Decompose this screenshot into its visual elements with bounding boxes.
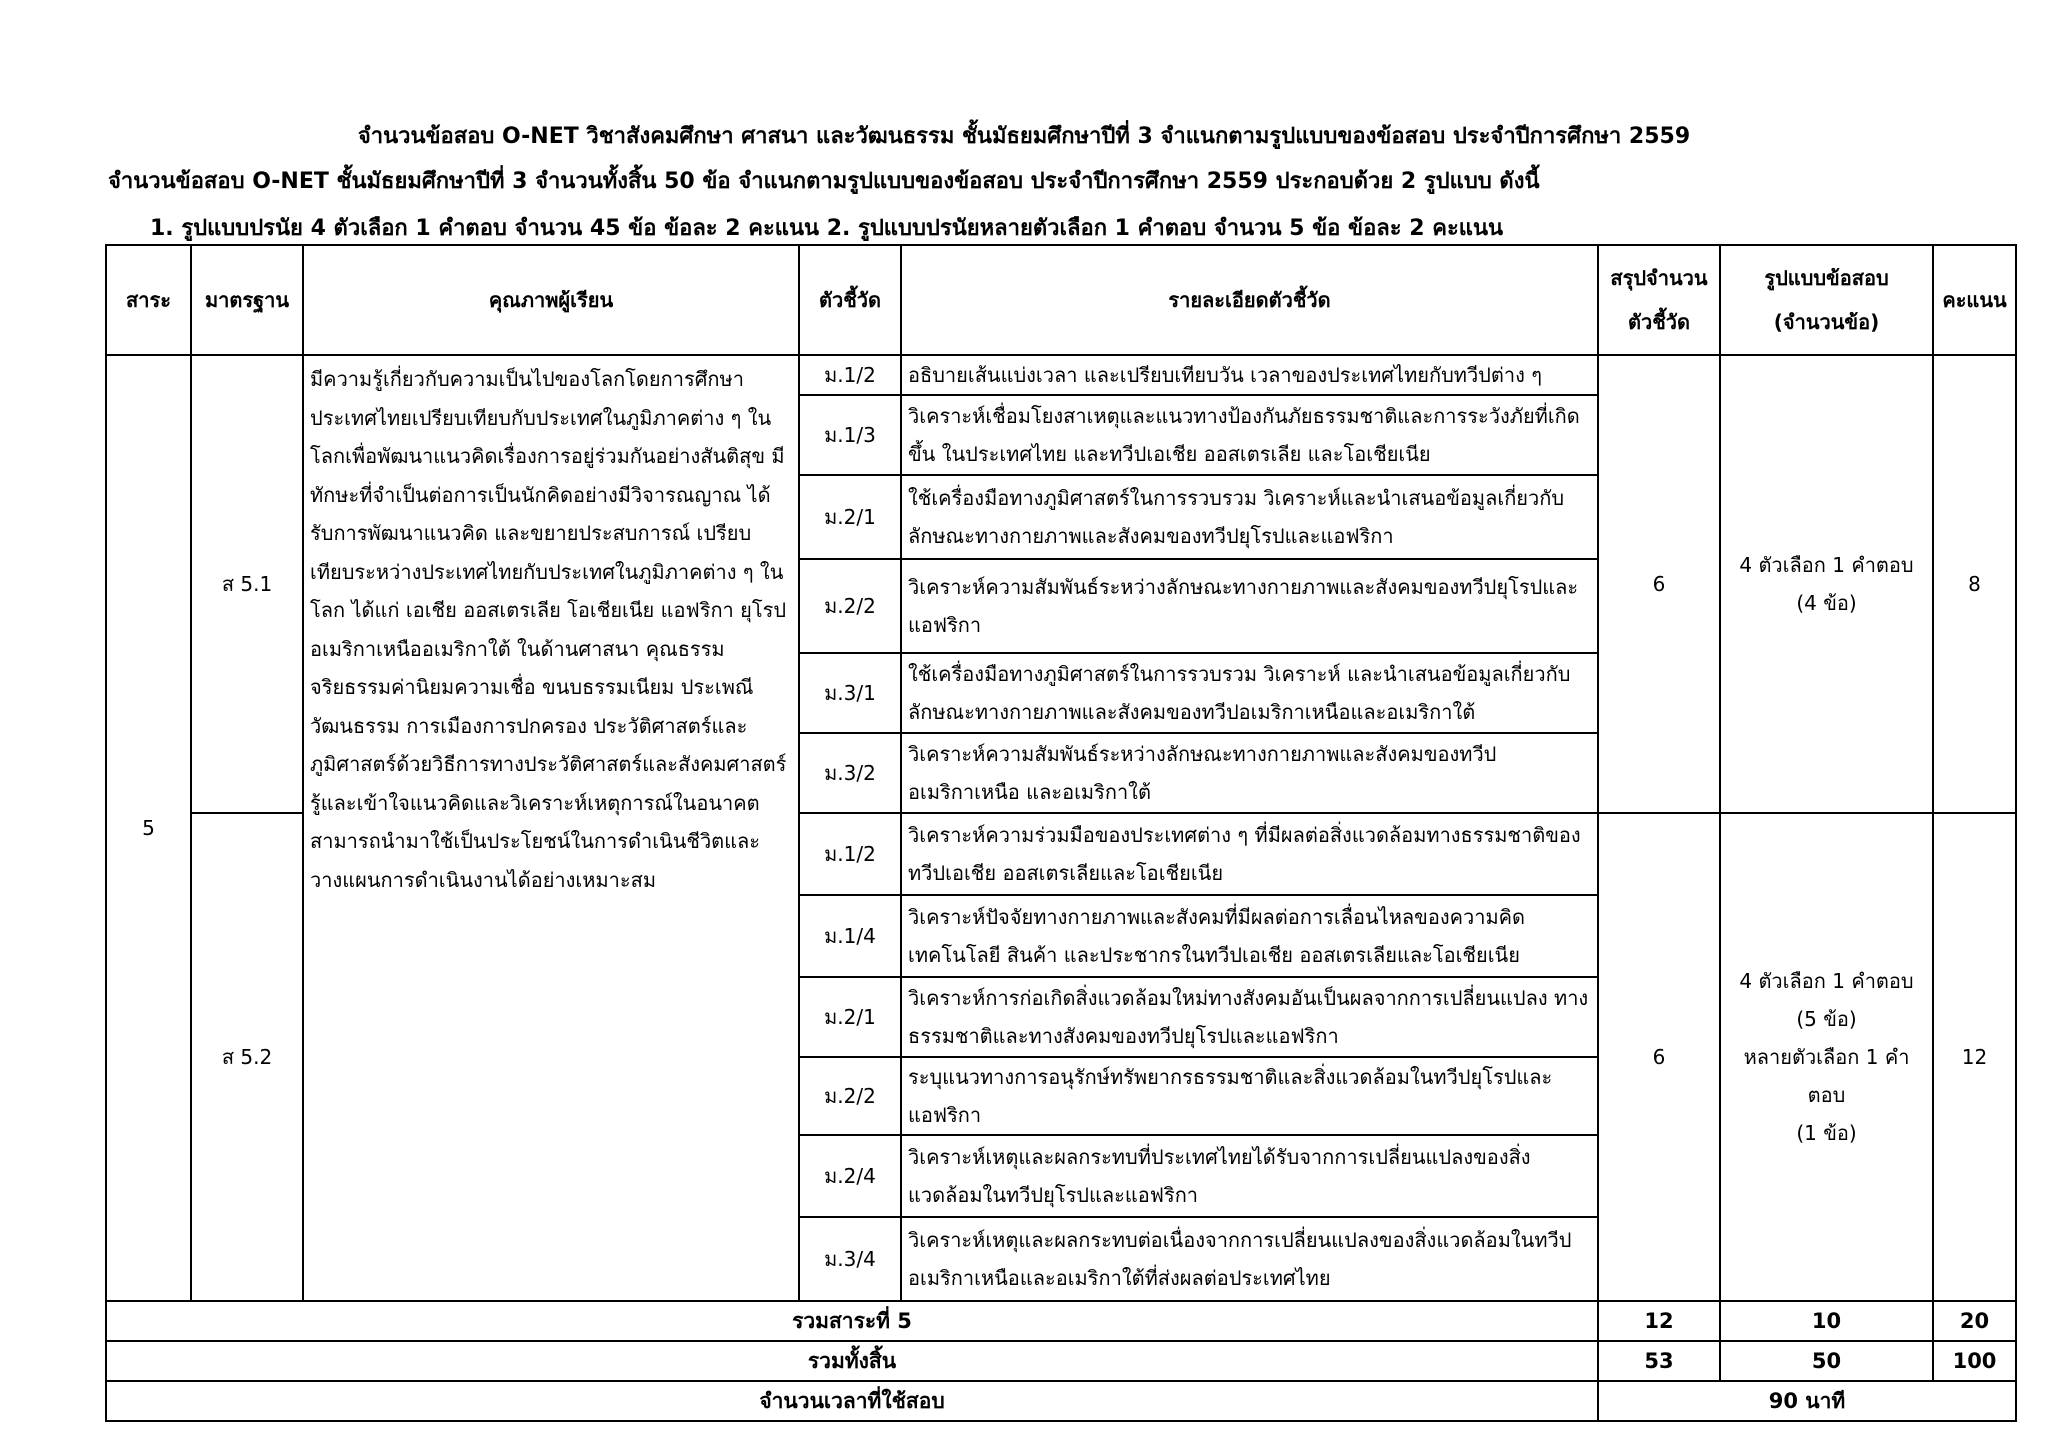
format-line: 4 ตัวเลือก 1 คำตอบ xyxy=(1739,969,1914,993)
format-line: (4 ข้อ) xyxy=(1796,591,1857,615)
grand-total-indicators: 53 xyxy=(1598,1341,1720,1381)
grand-total-items: 50 xyxy=(1720,1341,1933,1381)
indicator-code: ม.2/4 xyxy=(799,1135,901,1217)
indicator-code: ม.3/1 xyxy=(799,653,901,733)
indicator-detail: วิเคราะห์เหตุและผลกระทบต่อเนื่องจากการเปลี่ยนแปลงของสิ่งแวดล้อมในทวีปอเมริกาเหนือและอเมริกาใต้ที่ส่งผลต่อประเทศไทย xyxy=(901,1217,1598,1301)
indicator-detail: วิเคราะห์เชื่อมโยงสาเหตุและแนวทางป้องกันภัยธรรมชาติและการระวังภัยที่เกิดขึ้น ในประเทศไทย และทวีปเอเชีย ออสเตรเลีย และโอเชียเนีย xyxy=(901,395,1598,475)
subtitle-formats: 1. รูปแบบปรนัย 4 ตัวเลือก 1 คำตอบ จำนวน 45 ข้อ ข้อละ 2 คะแนน 2. รูปแบบปรนัยหลายตัวเลือก 1 คำตอบ จำนวน 5 ข้อ ข้อละ 2 คะแนน xyxy=(150,216,1504,241)
col-header-quality: คุณภาพผู้เรียน xyxy=(303,245,799,355)
indicator-detail: วิเคราะห์การก่อเกิดสิ่งแวดล้อมใหม่ทางสังคมอันเป็นผลจากการเปลี่ยนแปลง ทางธรรมชาติและทางสังคมของทวีปยุโรปและแอฟริกา xyxy=(901,977,1598,1057)
subtitle-summary: จำนวนข้อสอบ O-NET ชั้นมัธยมศึกษาปีที่ 3 จำนวนทั้งสิ้น 50 ข้อ จำแนกตามรูปแบบของข้อสอบ ประจำปีการศึกษา 2559 ประกอบด้วย 2 รูปแบบ ดังนี้ xyxy=(108,169,1540,194)
strand-total-label: รวมสาระที่ 5 xyxy=(106,1301,1598,1341)
indicator-summary: 6 xyxy=(1598,355,1720,813)
col-header-strand: สาระ xyxy=(106,245,191,355)
quality-description: มีความรู้เกี่ยวกับความเป็นไปของโลกโดยการศึกษาประเทศไทยเปรียบเทียบกับประเทศในภูมิภาคต่าง ๆ ในโลกเพื่อพัฒนาแนวคิดเรื่องการอยู่ร่วมกันอย่างสันติสุข มีทักษะที่จำเป็นต่อการเป็นนักคิดอย่างมีวิจารณญาณ ได้รับการพัฒนาแนวคิด และขยายประสบการณ์ เปรียบเทียบระหว่างประเทศไทยกับประเทศในภูมิภาคต่าง ๆ ในโลก ได้แก่ เอเชีย ออสเตรเลีย โอเชียเนีย แอฟริกา ยุโรป อเมริกาเหนืออเมริกาใต้ ในด้านศาสนา คุณธรรม จริยธรรมค่านิยมความเชื่อ ขนบธรรมเนียม ประเพณี วัฒนธรรม การเมืองการปกครอง ประวัติศาสตร์และภูมิศาสตร์ด้วยวิธีการทางประวัติศาสตร์และสังคมศาสตร์ รู้และเข้าใจแนวคิดและวิเคราะห์เหตุการณ์ในอนาคต สามารถนำมาใช้เป็นประโยชน์ในการดำเนินชีวิตและวางแผนการดำเนินงานได้อย่างเหมาะสม xyxy=(303,355,799,1301)
format-line: (1 ข้อ) xyxy=(1796,1121,1857,1145)
col-header-summary-line2: ตัวชี้วัด xyxy=(1627,310,1690,334)
table-row xyxy=(106,355,2016,395)
indicator-code: ม.2/1 xyxy=(799,977,901,1057)
exam-time-value: 90 นาที xyxy=(1598,1381,2016,1421)
col-header-format-line2: (จำนวนข้อ) xyxy=(1773,310,1880,334)
col-header-standard: มาตรฐาน xyxy=(191,245,303,355)
format-cell xyxy=(1720,355,1933,813)
grand-total-label: รวมทั้งสิ้น xyxy=(106,1341,1598,1381)
indicator-code: ม.2/1 xyxy=(799,475,901,559)
grand-total-score: 100 xyxy=(1933,1341,2016,1381)
format-line: (5 ข้อ) xyxy=(1796,1007,1857,1031)
score-cell: 12 xyxy=(1933,813,2016,1301)
indicator-code: ม.2/2 xyxy=(799,1057,901,1135)
grand-total-row xyxy=(106,1341,2016,1381)
indicator-code: ม.1/2 xyxy=(799,355,901,395)
indicator-detail: ใช้เครื่องมือทางภูมิศาสตร์ในการรวบรวม วิเคราะห์และนำเสนอข้อมูลเกี่ยวกับลักษณะทางกายภาพและสังคมของทวีปยุโรปและแอฟริกา xyxy=(901,475,1598,559)
indicator-code: ม.3/2 xyxy=(799,733,901,813)
indicator-code: ม.2/2 xyxy=(799,559,901,653)
indicator-detail: ใช้เครื่องมือทางภูมิศาสตร์ในการรวบรวม วิเคราะห์ และนำเสนอข้อมูลเกี่ยวกับลักษณะทางกายภาพและสังคมของทวีปอเมริกาเหนือและอเมริกาใต้ xyxy=(901,653,1598,733)
format-cell xyxy=(1720,813,1933,1301)
col-header-detail: รายละเอียดตัวชี้วัด xyxy=(901,245,1598,355)
format-line: หลายตัวเลือก 1 คำตอบ xyxy=(1743,1045,1910,1107)
strand-total-indicators: 12 xyxy=(1598,1301,1720,1341)
indicator-detail: ระบุแนวทางการอนุรักษ์ทรัพยากรธรรมชาติและสิ่งแวดล้อมในทวีปยุโรปและแอฟริกา xyxy=(901,1057,1598,1135)
col-header-indicator: ตัวชี้วัด xyxy=(799,245,901,355)
indicator-detail: วิเคราะห์เหตุและผลกระทบที่ประเทศไทยได้รับจากการเปลี่ยนแปลงของสิ่งแวดล้อมในทวีปยุโรปและแอฟริกา xyxy=(901,1135,1598,1217)
format-line: 4 ตัวเลือก 1 คำตอบ xyxy=(1739,553,1914,577)
header-row xyxy=(106,245,2016,355)
indicator-summary: 6 xyxy=(1598,813,1720,1301)
exam-blueprint-table xyxy=(105,244,2017,1422)
strand-total-score: 20 xyxy=(1933,1301,2016,1341)
col-header-summary-line1: สรุปจำนวน xyxy=(1610,266,1708,290)
strand-cell: 5 xyxy=(106,355,191,1301)
exam-time-row xyxy=(106,1381,2016,1421)
strand-total-row xyxy=(106,1301,2016,1341)
score-cell: 8 xyxy=(1933,355,2016,813)
indicator-detail: วิเคราะห์ความสัมพันธ์ระหว่างลักษณะทางกายภาพและสังคมของทวีปยุโรปและแอฟริกา xyxy=(901,559,1598,653)
col-header-score: คะแนน xyxy=(1933,245,2016,355)
indicator-code: ม.1/2 xyxy=(799,813,901,895)
indicator-detail: อธิบายเส้นแบ่งเวลา และเปรียบเทียบวัน เวลาของประเทศไทยกับทวีปต่าง ๆ xyxy=(901,355,1598,395)
standard-code: ส 5.2 xyxy=(191,813,303,1301)
indicator-detail: วิเคราะห์ความสัมพันธ์ระหว่างลักษณะทางกายภาพและสังคมของทวีปอเมริกาเหนือ และอเมริกาใต้ xyxy=(901,733,1598,813)
indicator-detail: วิเคราะห์ความร่วมมือของประเทศต่าง ๆ ที่มีผลต่อสิ่งแวดล้อมทางธรรมชาติของทวีปเอเชีย ออสเตรเลียและโอเชียเนีย xyxy=(901,813,1598,895)
indicator-code: ม.1/4 xyxy=(799,895,901,977)
strand-total-items: 10 xyxy=(1720,1301,1933,1341)
col-header-summary xyxy=(1598,245,1720,355)
indicator-code: ม.3/4 xyxy=(799,1217,901,1301)
page-title: จำนวนข้อสอบ O-NET วิชาสังคมศึกษา ศาสนา และวัฒนธรรม ชั้นมัธยมศึกษาปีที่ 3 จำแนกตามรูปแบบของข้อสอบ ประจำปีการศึกษา 2559 xyxy=(357,124,1691,149)
indicator-detail: วิเคราะห์ปัจจัยทางกายภาพและสังคมที่มีผลต่อการเลื่อนไหลของความคิด เทคโนโลยี สินค้า และประชากรในทวีปเอเชีย ออสเตรเลียและโอเชียเนีย xyxy=(901,895,1598,977)
indicator-code: ม.1/3 xyxy=(799,395,901,475)
standard-code: ส 5.1 xyxy=(191,355,303,813)
col-header-format xyxy=(1720,245,1933,355)
col-header-format-line1: รูปแบบข้อสอบ xyxy=(1764,266,1889,290)
exam-time-label: จำนวนเวลาที่ใช้สอบ xyxy=(106,1381,1598,1421)
